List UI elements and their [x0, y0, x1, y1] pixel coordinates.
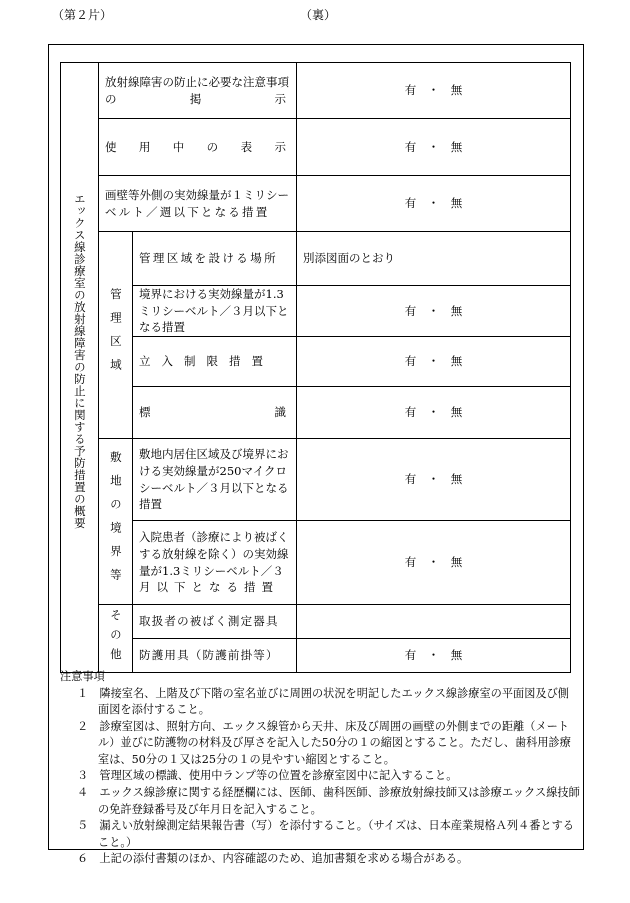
table-row: [61, 63, 571, 119]
group-label-sonota: その他: [99, 605, 133, 673]
label-notice-display: 放射線障害の防止に必要な注意事項 の 掲 示: [99, 63, 297, 119]
notes-title: 注意事項: [60, 670, 105, 683]
group-label-kanri: 管理区域: [99, 232, 133, 439]
label-sonota-protective-gear: 防護用具（防護前掛等）: [133, 639, 297, 673]
prevention-measures-table: [60, 62, 571, 673]
section-title-vertical: エックス線診療室の放射線障害の防止に関する予防措置の概要: [61, 63, 99, 673]
note-item: ３ 管理区域の標識、使用中ランプ等の位置を診療室図中に記入すること。: [77, 769, 458, 783]
table-row: [61, 521, 571, 605]
note-item: ２ 診療室図は、照射方向、エックス線管から天井、床及び周囲の画壁の外側までの距離（メートル）並びに防護物の材料及び厚さを記入した50分の１の縮図とすること。ただし、歯科用診療室は、50分の１又は25分の１の見やすい縮図とすること。: [77, 719, 571, 766]
answer-wall-dose-measure[interactable]: 有 ・ 無: [297, 176, 571, 232]
table-row: [61, 439, 571, 521]
table-row: [61, 639, 571, 673]
answer-kanri-location[interactable]: 別添図面のとおり: [297, 232, 571, 286]
answer-kanri-entry-restriction[interactable]: 有 ・ 無: [297, 337, 571, 387]
label-kanri-location: 管理区域を設ける場所: [133, 232, 297, 286]
answer-kanri-boundary-dose[interactable]: 有 ・ 無: [297, 286, 571, 337]
note-item: ５ 漏えい放射線測定結果報告書（写）を添付すること。（サイズは、日本産業規格Ａ列４番とすること。）: [77, 819, 574, 849]
label-kanri-boundary-dose: 境界における実効線量が1.3 ミリシーベルト／３月以下と なる措置: [133, 286, 297, 337]
notes-section: [60, 669, 580, 868]
table-row: [61, 176, 571, 232]
label-in-use-display: 使 用 中 の 表 示: [99, 119, 297, 176]
label-wall-dose-measure: 画壁等外側の実効線量が１ミリシー ベルト／週以下となる措置: [99, 176, 297, 232]
table-row: [61, 337, 571, 387]
answer-sonota-dosimeter[interactable]: [297, 605, 571, 639]
label-kanri-entry-restriction: 立入制限措置: [133, 337, 297, 387]
answer-shikichi-inpatient-dose[interactable]: 有 ・ 無: [297, 521, 571, 605]
table-row: [61, 232, 571, 286]
answer-sonota-protective-gear[interactable]: 有 ・ 無: [297, 639, 571, 673]
note-item: ４ エックス線診療に関する経歴欄には、医師、歯科医師、診療放射線技師又は診療エックス線技師の免許登録番号及び年月日を記入すること。: [77, 786, 580, 816]
label-shikichi-residential-dose: 敷地内居住区域及び境界にお ける実効線量が250マイクロ シーベルト／３月以下となる 措置: [133, 439, 297, 521]
note-item: ６ 上記の添付書類のほか、内容確認のため、追加書類を求める場合がある。: [77, 852, 469, 866]
label-kanri-sign: 標 識: [133, 387, 297, 439]
label-shikichi-inpatient-dose: 入院患者（診療により被ばく する放射線を除く）の実効線 量が1.3ミリシーベルト／３ 月以下となる措置: [133, 521, 297, 605]
answer-notice-display[interactable]: 有 ・ 無: [297, 63, 571, 119]
table-row: [61, 387, 571, 439]
label-sonota-dosimeter: 取扱者の被ばく測定器具: [133, 605, 297, 639]
table-row: [61, 605, 571, 639]
side-label: （裏）: [300, 8, 337, 22]
note-item: １ 隣接室名、上階及び下階の室名並びに周囲の状況を明記したエックス線診療室の平面図及び側面図を添付すること。: [77, 686, 569, 717]
table-row: [61, 119, 571, 176]
group-label-shikichi: 敷地の境界等: [99, 439, 133, 605]
answer-kanri-sign[interactable]: 有 ・ 無: [297, 387, 571, 439]
sheet-label: （第２片）: [52, 8, 113, 22]
answer-in-use-display[interactable]: 有 ・ 無: [297, 119, 571, 176]
table-row: [61, 286, 571, 337]
answer-shikichi-residential-dose[interactable]: 有 ・ 無: [297, 439, 571, 521]
